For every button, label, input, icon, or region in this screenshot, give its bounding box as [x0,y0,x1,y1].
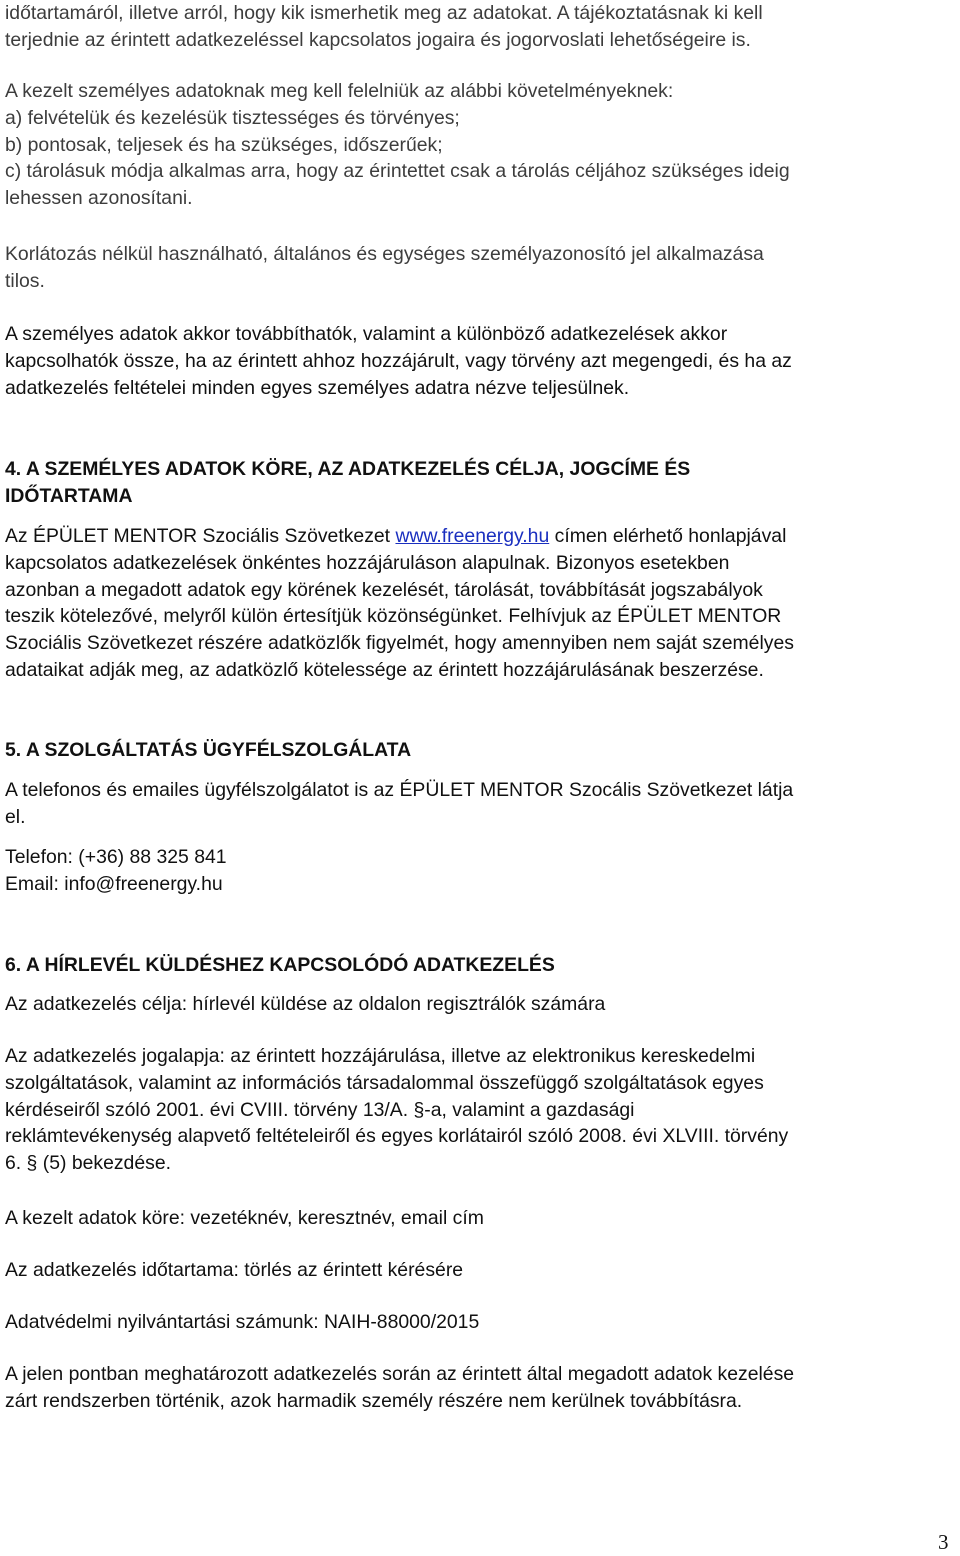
closing-line: zárt rendszerben történik, azok harmadik személy részére nem kerülnek továbbításra. [5,1389,743,1412]
closing-line: A jelen pontban meghatározott adatkezelés során az érintett által megadott adatok kezelése [5,1363,795,1385]
intro-line: időtartamáról, illetve arról, hogy kik ismerhetik meg az adatokat. A tájékoztatásnak ki kell [5,2,763,24]
legal-basis-line: szolgáltatások, valamint az információs társadalommal összefüggő szolgáltatások egyes [5,1071,764,1094]
requirements-line: c) tárolásuk módja alkalmas arra, hogy az érintettet csak a tárolás céljához szükséges ideig [5,160,790,183]
section-5-paragraph [5,777,955,831]
section-4-heading-line: 4. A SZEMÉLYES ADATOK KÖRE, AZ ADATKEZELÉS CÉLJA, JOGCÍME ÉS [5,458,691,480]
requirements-paragraph [5,78,955,212]
requirements-line: b) pontosak, teljesek és ha szükséges, időszerűek; [5,133,443,156]
intro-paragraph [5,0,955,54]
prohibition-line: tilos. [5,269,45,292]
page-number: 3 [938,1530,949,1554]
purpose-line: Az adatkezelés célja: hírlevél küldése az oldalon regisztrálók számára [5,993,606,1015]
requirements-line: lehessen azonosítani. [5,187,193,210]
phone-number: Telefon: (+36) 88 325 841 [5,846,227,868]
legal-basis-line: kérdéseiről szóló 2001. évi CVIII. törvény 13/A. §-a, valamint a gazdasági [5,1098,635,1121]
transfer-line: kapcsolhatók össze, ha az érintett ahhoz hozzájárult, vagy törvény azt megengedi, és ha az [5,349,792,372]
legal-basis-line: reklámtevékenység alapvető feltételeiről és egyes korlátairól szóló 2008. évi XLVIII. törvény [5,1125,789,1148]
legal-basis-line: Az adatkezelés jogalapja: az érintett hozzájárulása, illetve az elektronikus kereskedelmi [5,1045,756,1067]
section-4-line [5,523,955,550]
transfer-line: adatkezelés feltételei minden egyes személyes adatra nézve teljesülnek. [5,376,630,399]
section-6-heading-text: 6. A HÍRLEVÉL KÜLDÉSHEZ KAPCSOLÓDÓ ADATKEZELÉS [5,954,555,976]
legal-basis-line: 6. § (5) bekezdése. [5,1152,171,1175]
section-5-line: el. [5,805,26,828]
website-link[interactable]: www.freenergy.hu [395,525,550,547]
transfer-paragraph [5,321,955,401]
section-4-heading-line: IDŐTARTAMA [5,484,133,507]
data-scope-paragraph [5,1205,955,1232]
contact-info [5,844,955,898]
closing-paragraph [5,1361,955,1415]
prohibition-paragraph [5,241,955,295]
section-5-heading [5,737,955,764]
section-4-line: teszik kötelezővé, melyről külön értesítjük közönségünket. Felhívjuk az ÉPÜLET MENTOR [5,605,782,628]
section-4-text: címen elérhető honlapjával [549,525,787,547]
requirements-line: A kezelt személyes adatoknak meg kell felelniük az alábbi követelményeknek: [5,80,674,102]
purpose-paragraph [5,991,955,1018]
transfer-line: A személyes adatok akkor továbbíthatók, valamint a különböző adatkezelések akkor [5,323,728,345]
section-6-heading [5,952,955,979]
section-4-text: Az ÉPÜLET MENTOR Szociális Szövetkezet [5,525,396,547]
duration-paragraph [5,1257,955,1284]
registry-line: Adatvédelmi nyilvántartási számunk: NAIH-88000/2015 [5,1311,480,1333]
section-4-line: adataikat adják meg, az adatközlő kötelessége az érintett hozzájárulásának beszerzése. [5,658,764,681]
section-5-line: A telefonos és emailes ügyfélszolgálatot is az ÉPÜLET MENTOR Szocális Szövetkezet látja [5,779,794,801]
registry-paragraph [5,1309,955,1336]
section-4-line: Szociális Szövetkezet részére adatközlők figyelmét, hogy amennyiben nem saját személyes [5,632,794,655]
section-4-heading [5,456,955,510]
section-4-line: azonban a megadott adatok egy körének kezelését, tárolását, továbbítását jogszabályok [5,578,763,601]
requirements-line: a) felvételük és kezelésük tisztességes és törvényes; [5,106,460,129]
email-address: Email: info@freenergy.hu [5,872,223,895]
section-4-line: kapcsolatos adatkezelések önkéntes hozzájáruláson alapulnak. Bizonyos esetekben [5,551,730,574]
intro-line: terjednie az érintett adatkezeléssel kapcsolatos jogaira és jogorvoslati lehetőségeire is. [5,28,751,51]
section-5-heading-text: 5. A SZOLGÁLTATÁS ÜGYFÉLSZOLGÁLATA [5,739,412,761]
section-4-paragraph [5,523,955,684]
prohibition-line: Korlátozás nélkül használható, általános és egységes személyazonosító jel alkalmazása [5,243,764,265]
data-scope-line: A kezelt adatok köre: vezetéknév, keresztnév, email cím [5,1207,484,1229]
legal-basis-paragraph [5,1043,955,1177]
duration-line: Az adatkezelés időtartama: törlés az érintett kérésére [5,1259,464,1281]
